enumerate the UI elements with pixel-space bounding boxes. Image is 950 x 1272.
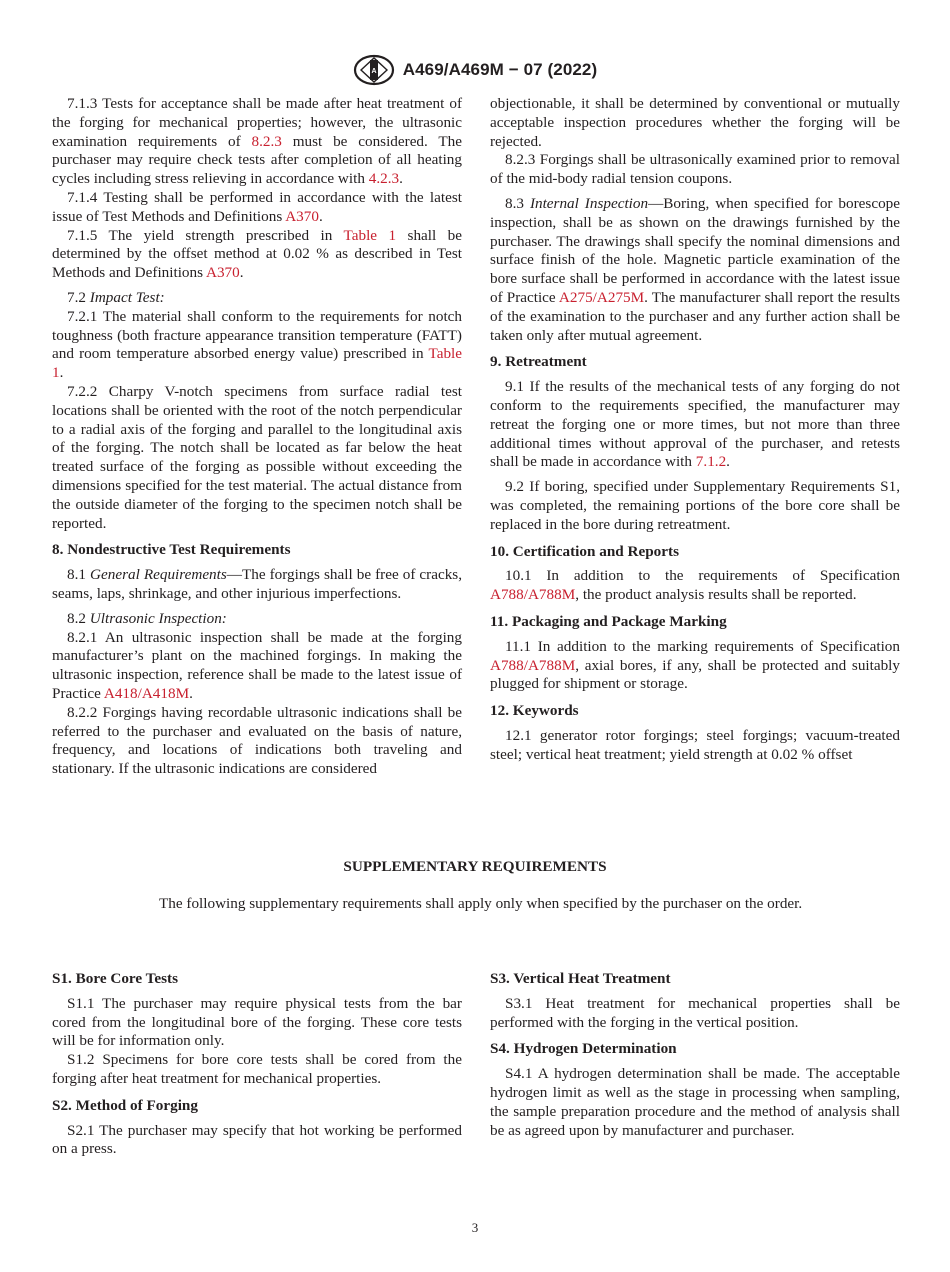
- section-12-heading: 12. Keywords: [490, 702, 579, 720]
- left-column: [52, 95, 462, 779]
- paragraph-11-1: 11.1 In addition to the marking requirements of Specification A788/A788M, axial bores, if any, shall be protected and suitably plugged for shipment or storage.: [490, 637, 900, 693]
- page-number: 3: [471, 1220, 479, 1235]
- page-header: [0, 54, 950, 86]
- section-8-heading: 8. Nondestructive Test Requirements: [52, 541, 291, 559]
- astm-logo-icon: [353, 54, 395, 86]
- section-9-heading: 9. Retreatment: [490, 353, 587, 371]
- paragraph-8-2-2: 8.2.2 Forgings having recordable ultrasonic indications shall be referred to the purchaser and evaluated on the basis of nature, frequency, and locations of indications both traveling and stationary. If the ultrasonic indications are considered: [52, 703, 462, 778]
- paragraph-s1-2: S1.2 Specimens for bore core tests shall be cored from the forging after heat treatment for mechanical properties.: [52, 1051, 462, 1087]
- ref-a418-link[interactable]: A418/A418M: [103, 684, 190, 702]
- ref-a275-link[interactable]: A275/A275M: [558, 288, 645, 306]
- supplementary-title: SUPPLEMENTARY REQUIREMENTS: [343, 858, 607, 875]
- ref-a788-link[interactable]: A788/A788M: [490, 656, 576, 674]
- paragraph-7-2-2: 7.2.2 Charpy V-notch specimens from surface radial test locations shall be oriented with the root of the notch perpendicular to a radial axis of the forging and parallel to the longitudinal axis of the forging. The notch shall be located as far below the heat treated surface of the forging as possible without exceeding the dimensions specified for the test material. The actual distance from the outside diameter of the forging to the specimen notch shall be reported.: [52, 382, 462, 532]
- paragraph-8-3: 8.3 Internal Inspection—Boring, when specified for borescope inspection, shall be as shown on the drawings furnished by the purchaser. The drawings shall specify the nominal dimensions and surface finish of the hole. Magnetic particle examination of the bore surface shall be performed in accordance with the latest issue of Practice A275/A275M. The manufacturer shall report the results of the examination to the purchaser and any further action shall be taken only after mutual agreement.: [490, 194, 900, 344]
- paragraph-7-1-5: 7.1.5 The yield strength prescribed in Table 1 shall be determined by the offset method at 0.02 % as described in Test Methods and Definitions A370.: [52, 226, 462, 282]
- ref-table-1-link[interactable]: Table 1: [343, 226, 397, 244]
- right-column: [490, 95, 900, 771]
- supplementary-left-column: [52, 962, 462, 1165]
- ref-4-2-3-link[interactable]: 4.2.3: [368, 170, 400, 188]
- paragraph-s4-1: S4.1 A hydrogen determination shall be made. The acceptable hydrogen limit as well as the stage in processing when sampling, the sample preparation procedure and the method of analysis shall be as agreed upon by manufacturer and purchaser.: [490, 1065, 900, 1139]
- paragraph-s1-1: S1.1 The purchaser may require physical tests from the bar cored from the longitudinal bore of the forging. These core tests will be for information only.: [52, 994, 462, 1050]
- section-s1-heading: S1. Bore Core Tests: [52, 970, 179, 987]
- supplementary-right-column: [490, 962, 900, 1146]
- paragraph-s2-1: S2.1 The purchaser may specify that hot working be performed on a press.: [52, 1121, 462, 1158]
- paragraph-8-2-1: 8.2.1 An ultrasonic inspection shall be made at the forging manufacturer’s plant on the machined forgings. In making the ultrasonic inspection, reference shall be made to the latest issue of Practice A418/A418M.: [52, 628, 462, 702]
- paragraph-7-2-1: 7.2.1 The material shall conform to the requirements for notch toughness (both fracture appearance transition temperature (FATT) and room temperature absorbed energy value) prescribed in Table 1.: [52, 307, 462, 382]
- paragraph-7-1-3: 7.1.3 Tests for acceptance shall be made after heat treatment of the forging for mechanical properties; however, the ultrasonic examination requirements of 8.2.3 must be considered. The purchaser may require check tests after completion of all heating cycles including stress relieving in accordance with 4.2.3.: [52, 95, 462, 188]
- section-11-heading: 11. Packaging and Package Marking: [490, 612, 727, 630]
- paragraph-8-2: 8.2 Ultrasonic Inspection:: [67, 609, 227, 627]
- paragraph-7-2: 7.2 Impact Test:: [67, 288, 165, 306]
- supplementary-intro: The following supplementary requirements shall apply only when specified by the purchaser on the order.: [159, 895, 803, 912]
- paragraph-8-2-3: 8.2.3 Forgings shall be ultrasonically examined prior to removal of the mid-body radial tension coupons.: [490, 151, 900, 188]
- paragraph-9-2: 9.2 If boring, specified under Supplementary Requirements S1, was completed, the remaining portions of the bore core shall be replaced in the bore during retreatment.: [490, 478, 900, 533]
- paragraph-10-1: 10.1 In addition to the requirements of Specification A788/A788M, the product analysis results shall be reported.: [490, 567, 900, 604]
- ref-table-1-link[interactable]: Table 1: [52, 345, 462, 382]
- section-s4-heading: S4. Hydrogen Determination: [490, 1040, 677, 1058]
- paragraph-8-2-2-continued: objectionable, it shall be determined by conventional or mutually acceptable inspection procedures whether the forging will be rejected.: [490, 95, 900, 150]
- ref-8-2-3-link[interactable]: 8.2.3: [251, 132, 282, 150]
- ref-a370-link[interactable]: A370: [285, 207, 319, 225]
- section-s3-heading: S3. Vertical Heat Treatment: [490, 970, 671, 987]
- paragraph-9-1: 9.1 If the results of the mechanical tests of any forging do not conform to the requirements specified, the manufacturer may retreat the forging one or more times, but not more than three additional times without approval of the purchaser, and retests shall be made in accordance with 7.1.2.: [490, 378, 900, 471]
- ref-a370-link[interactable]: A370: [205, 264, 240, 282]
- paragraph-12-1: 12.1 generator rotor forgings; steel forgings; vacuum-treated steel; vertical heat treatment; yield strength at 0.02 % offset: [490, 726, 900, 763]
- section-10-heading: 10. Certification and Reports: [490, 542, 679, 560]
- ref-7-1-2-link[interactable]: 7.1.2: [695, 453, 727, 471]
- document-code: A469/A469M − 07 (2022): [402, 60, 598, 79]
- paragraph-8-1: 8.1 General Requirements—The forgings shall be free of cracks, seams, laps, shrinkage, and other injurious imperfections.: [52, 566, 462, 602]
- svg-text:A: A: [371, 68, 377, 75]
- section-s2-heading: S2. Method of Forging: [52, 1096, 198, 1114]
- ref-a788-link[interactable]: A788/A788M: [490, 586, 576, 604]
- paragraph-7-1-4: 7.1.4 Testing shall be performed in accordance with the latest issue of Test Methods and Definitions A370.: [52, 188, 462, 225]
- paragraph-s3-1: S3.1 Heat treatment for mechanical properties shall be performed with the forging in the vertical position.: [490, 994, 900, 1031]
